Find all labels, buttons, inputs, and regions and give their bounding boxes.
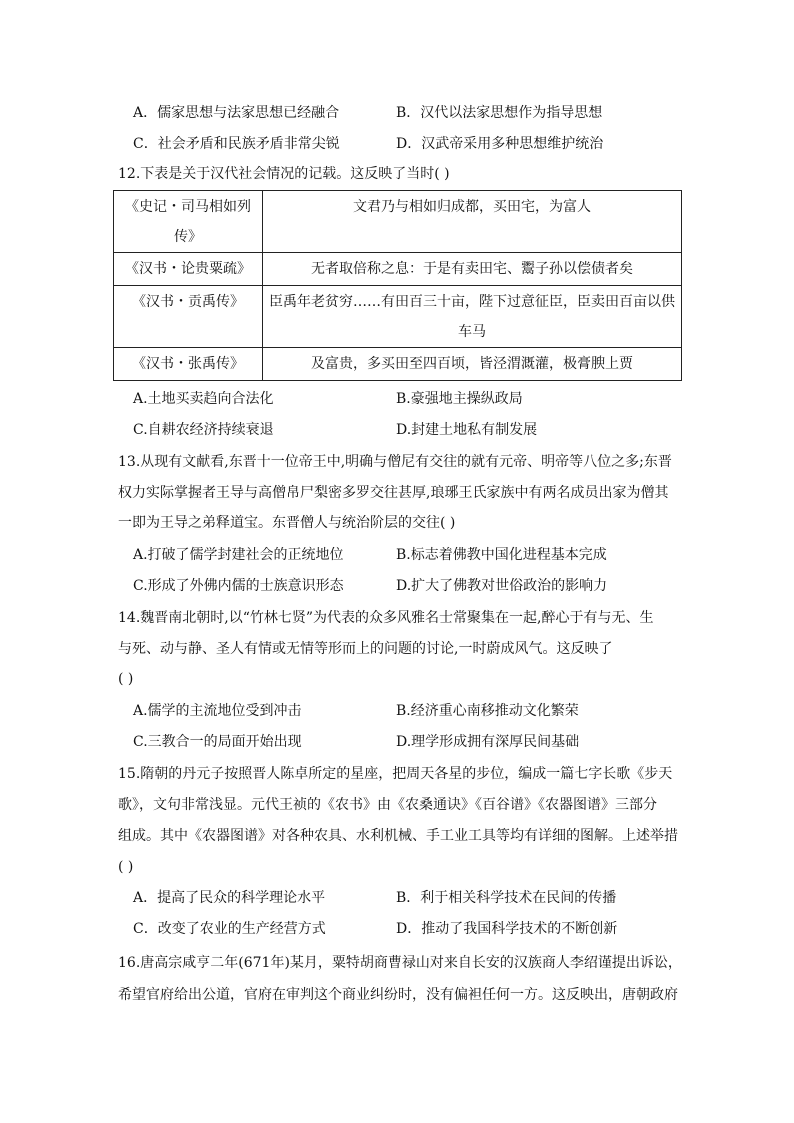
q12-option-c: C.自耕农经济持续衰退 [133, 422, 274, 438]
q12-option-b: B.豪强地主操纵政局 [396, 391, 523, 407]
table-row [114, 253, 682, 286]
q14-stem-line: 14.魏晋南北朝时,以“竹林七贤”为代表的众多风雅名士常聚集在一起,醉心于有与无、生 [118, 610, 654, 626]
q13-option-c: C.形成了外佛内儒的士族意识形态 [133, 578, 344, 594]
q15-option-a: A．提高了民众的科学理论水平 [133, 890, 326, 906]
q15-stem-line: 15.隋朝的丹元子按照晋人陈卓所定的星座，把周天各星的步位，编成一篇七字长歌《步天 [118, 766, 673, 782]
table-row [114, 348, 682, 381]
table-cell-record: 臣禹年老贫穷……有田百三十亩，陛下过意征臣，臣卖田百亩以供车马 [263, 286, 682, 348]
q11-option-a: A．儒家思想与法家思想已经融合 [133, 105, 340, 121]
q15-stem-line: ( ) [118, 859, 134, 875]
q11-option-c: C．社会矛盾和民族矛盾非常尖锐 [133, 136, 340, 152]
q15-stem-line: 组成。其中《农器图谱》对各种农具、水利机械、手工业工具等均有详细的图解。上述举措 [118, 828, 678, 844]
q12-option-d: D.封建土地私有制发展 [396, 422, 538, 438]
table-cell-record: 无者取倍称之息：于是有卖田宅、鬻子孙以偿债者矣 [263, 253, 682, 286]
table-row [114, 286, 682, 348]
table-cell-record: 及富贵，多买田至四百顷，皆泾渭溉灌，极膏腴上贾 [263, 348, 682, 381]
source-table [113, 190, 682, 381]
q13-option-a: A.打破了儒学封建社会的正统地位 [133, 547, 344, 563]
q12-option-a: A.土地买卖趋向合法化 [133, 391, 274, 407]
q14-stem-line: ( ) [118, 671, 134, 687]
q16-stem-line: 16.唐高宗咸亨二年(671年)某月，粟特胡商曹禄山对来自长安的汉族商人李绍谨提出诉讼， [118, 955, 682, 971]
q13-option-d: D.扩大了佛教对世俗政治的影响力 [396, 578, 608, 594]
table-cell-source: 《汉书・论贵粟疏》 [114, 253, 263, 286]
table-cell-source: 《史记・司马相如列传》 [114, 191, 263, 253]
q13-option-b: B.标志着佛教中国化进程基本完成 [396, 547, 607, 563]
q14-option-c: C.三教合一的局面开始出现 [133, 734, 302, 750]
q16-stem-line: 希望官府给出公道，官府在审判这个商业纠纷时，没有偏袒任何一方。这反映出，唐朝政府 [118, 987, 678, 1003]
q15-option-b: B．利于相关科学技术在民间的传播 [396, 890, 617, 906]
table-cell-source: 《汉书・张禹传》 [114, 348, 263, 381]
q13-stem-line: 权力实际掌握者王导与高僧帛尸梨密多罗交往甚厚,琅琊王氏家族中有两名成员出家为僧其 [118, 485, 669, 501]
q11-option-d: D．汉武帝采用多种思想维护统治 [396, 136, 604, 152]
q14-stem-line: 与死、动与静、圣人有情或无情等形而上的问题的讨论,一时蔚成风气。这反映了 [118, 641, 613, 657]
q14-option-b: B.经济重心南移推动文化繁荣 [396, 703, 579, 719]
q15-option-d: D．推动了我国科学技术的不断创新 [396, 921, 618, 937]
q14-option-a: A.儒学的主流地位受到冲击 [133, 703, 302, 719]
table-row [114, 191, 682, 253]
q15-option-c: C．改变了农业的生产经营方式 [133, 921, 326, 937]
q13-stem-line: 13.从现有文献看,东晋十一位帝王中,明确与僧尼有交往的就有元帝、明帝等八位之多;东晋 [118, 454, 672, 470]
q12-stem: 12.下表是关于汉代社会情况的记载。这反映了当时( ) [118, 166, 450, 182]
q15-stem-line: 歌》，文句非常浅显。元代王祯的《农书》由《农桑通诀》《百谷谱》《农器图谱》三部分 [118, 797, 657, 813]
q11-option-b: B．汉代以法家思想作为指导思想 [396, 105, 603, 121]
table-cell-source: 《汉书・贡禹传》 [114, 286, 263, 348]
q13-stem-line: 一即为王导之弟释道宝。东晋僧人与统治阶层的交往( ) [118, 515, 456, 531]
table-cell-record: 文君乃与相如归成都，买田宅，为富人 [263, 191, 682, 253]
q14-option-d: D.理学形成拥有深厚民间基础 [396, 734, 580, 750]
